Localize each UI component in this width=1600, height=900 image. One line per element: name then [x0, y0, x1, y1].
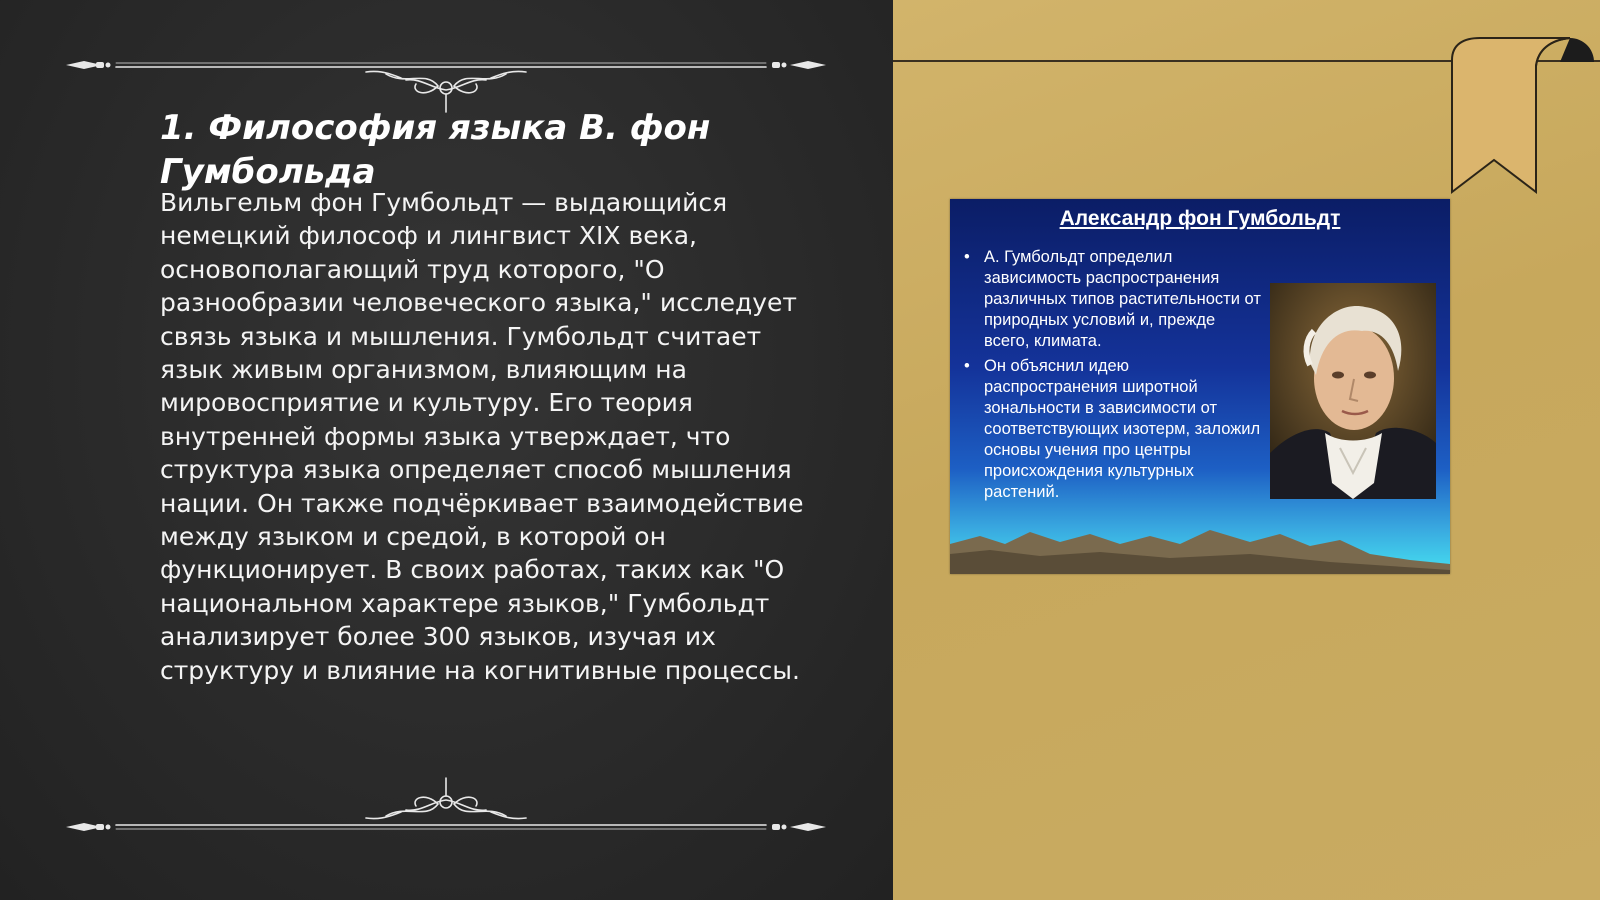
- figure-bullet-text: Он объяснил идею распространения широтной зональности в зависимости от соответствующих изотерм, заложил основы учения про центры происхождения культурных растений.: [984, 357, 1261, 501]
- slide-body-text: Вильгельм фон Гумбольдт — выдающийся немецкий философ и лингвист XIX века, основополагающий труд которого, "О разнообразии человеческого языка," исследует связь языка и мышления. Гумбольдт считает язык живым организмом, влияющим на мировосприятие и культуру. Его теория внутренней формы языка утверждает, что структура языка определяет способ мышления нации. Он также подчёркивает взаимодействие между языком и средой, в которой он функционирует. В своих работах, таких как "О национальном характере языков," Гумбольдт анализирует более 300 языков, изучая их структуру и влияние на когнитивные процессы.: [160, 188, 804, 685]
- bottom-ornament-divider-icon: [66, 770, 826, 840]
- figure-title: Александр фон Гумбольдт: [1059, 207, 1341, 230]
- bullet-icon: •: [964, 248, 970, 266]
- bookmark-ribbon-icon: [1430, 30, 1600, 200]
- list-item: [964, 247, 1264, 352]
- humboldt-slide-image: [950, 199, 1450, 574]
- bullet-icon: •: [964, 357, 970, 375]
- figure-bullet-text: А. Гумбольдт определил зависимость распространения различных типов растительности от природных условий и, прежде всего, климата.: [984, 248, 1261, 350]
- mountain-silhouette: [950, 514, 1450, 574]
- slide-title: 1. Философия языка В. фон Гумбольда: [160, 108, 711, 192]
- list-item: [964, 356, 1264, 503]
- figure-bullet-list: [964, 247, 1264, 507]
- humboldt-portrait-image: [1270, 283, 1436, 499]
